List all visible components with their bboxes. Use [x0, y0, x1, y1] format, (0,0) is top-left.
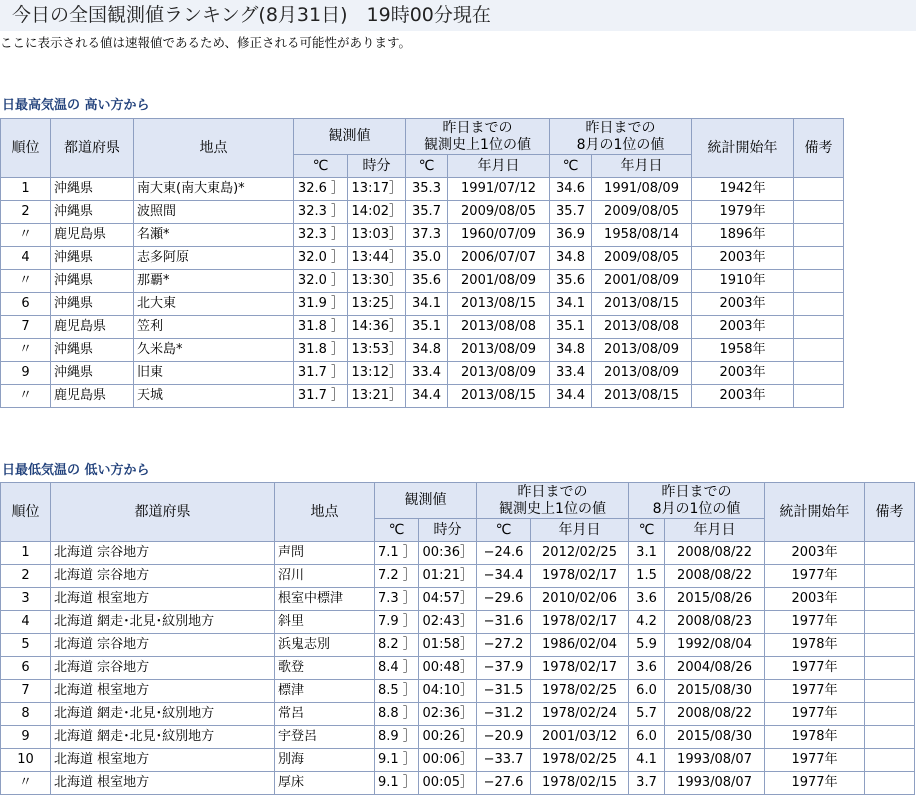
- observed-time-cell: 13:03］: [348, 224, 406, 247]
- record-temp-cell: −37.9: [477, 657, 531, 680]
- rank-cell: 10: [1, 749, 51, 772]
- prefecture-cell: 北海道 宗谷地方: [51, 634, 275, 657]
- start-year-cell: 2003年: [692, 316, 794, 339]
- table-header-row: [1, 119, 844, 155]
- month-temp-cell: 4.1: [629, 749, 665, 772]
- point-cell: 久米島*: [134, 339, 294, 362]
- observed-temp-cell: 7.1 ］: [375, 542, 419, 565]
- observed-temp-cell: 7.9 ］: [375, 611, 419, 634]
- header-record-date: 年月日: [448, 155, 550, 178]
- observed-time-cell: 13:44］: [348, 247, 406, 270]
- prefecture-cell: 北海道 宗谷地方: [51, 657, 275, 680]
- prefecture-cell: 北海道 網走･北見･紋別地方: [51, 611, 275, 634]
- rank-cell: 6: [1, 293, 51, 316]
- month-date-cell: 2013/08/15: [592, 293, 692, 316]
- month-date-cell: 2001/08/09: [592, 270, 692, 293]
- observed-temp-cell: 31.8 ］: [294, 316, 348, 339]
- month-date-cell: 2008/08/23: [665, 611, 765, 634]
- record-temp-cell: −29.6: [477, 588, 531, 611]
- month-date-cell: 2008/08/22: [665, 542, 765, 565]
- start-year-cell: 2003年: [692, 385, 794, 408]
- point-cell: 根室中標津: [275, 588, 375, 611]
- start-year-cell: 1977年: [765, 565, 865, 588]
- observed-time-cell: 02:36］: [419, 703, 477, 726]
- prefecture-cell: 沖縄県: [51, 293, 134, 316]
- start-year-cell: 1977年: [765, 749, 865, 772]
- point-cell: 名瀬*: [134, 224, 294, 247]
- table-header-row: [1, 483, 915, 519]
- observed-temp-cell: 32.0 ］: [294, 270, 348, 293]
- table-row: [1, 588, 915, 611]
- header-month-record: [629, 483, 765, 519]
- record-temp-cell: 35.1: [406, 316, 448, 339]
- table-row: [1, 634, 915, 657]
- record-date-cell: 2013/08/15: [448, 293, 550, 316]
- prefecture-cell: 沖縄県: [51, 201, 134, 224]
- rank-cell: 2: [1, 565, 51, 588]
- note-cell: [865, 772, 915, 795]
- table-row: [1, 201, 844, 224]
- observed-temp-cell: 32.6 ］: [294, 178, 348, 201]
- month-date-cell: 2008/08/22: [665, 703, 765, 726]
- month-temp-cell: 34.4: [550, 385, 592, 408]
- month-temp-cell: 6.0: [629, 726, 665, 749]
- table-row: [1, 362, 844, 385]
- header-month-line1: 昨日までの: [585, 119, 656, 136]
- observed-time-cell: 13:30］: [348, 270, 406, 293]
- month-date-cell: 1958/08/14: [592, 224, 692, 247]
- header-month-record: [550, 119, 692, 155]
- month-date-cell: 1993/08/07: [665, 772, 765, 795]
- record-date-cell: 2001/03/12: [531, 726, 629, 749]
- note-cell: [794, 385, 844, 408]
- table-row: [1, 611, 915, 634]
- record-date-cell: 1986/02/04: [531, 634, 629, 657]
- header-month-line1: 昨日までの: [661, 483, 732, 500]
- header-point: 地点: [275, 483, 375, 542]
- start-year-cell: 1978年: [765, 634, 865, 657]
- observed-time-cell: 00:26］: [419, 726, 477, 749]
- month-date-cell: 2009/08/05: [592, 247, 692, 270]
- month-date-cell: 1992/08/04: [665, 634, 765, 657]
- start-year-cell: 1978年: [765, 726, 865, 749]
- record-temp-cell: 35.6: [406, 270, 448, 293]
- header-month-date: 年月日: [665, 519, 765, 542]
- header-time: 時分: [419, 519, 477, 542]
- record-date-cell: 1991/07/12: [448, 178, 550, 201]
- header-month-date: 年月日: [592, 155, 692, 178]
- note-cell: [865, 565, 915, 588]
- observed-time-cell: 04:10］: [419, 680, 477, 703]
- rank-cell: 5: [1, 634, 51, 657]
- table-row: [1, 247, 844, 270]
- table-row: [1, 657, 915, 680]
- month-date-cell: 2015/08/30: [665, 726, 765, 749]
- month-temp-cell: 34.6: [550, 178, 592, 201]
- record-temp-cell: −31.6: [477, 611, 531, 634]
- header-record-line1: 昨日までの: [442, 119, 513, 136]
- prefecture-cell: 北海道 宗谷地方: [51, 565, 275, 588]
- record-temp-cell: −31.5: [477, 680, 531, 703]
- month-temp-cell: 35.7: [550, 201, 592, 224]
- table-row: [1, 385, 844, 408]
- prefecture-cell: 沖縄県: [51, 270, 134, 293]
- record-temp-cell: −27.6: [477, 772, 531, 795]
- observed-temp-cell: 32.3 ］: [294, 201, 348, 224]
- observed-temp-cell: 9.1 ］: [375, 772, 419, 795]
- observed-temp-cell: 31.7 ］: [294, 362, 348, 385]
- rank-cell: 1: [1, 178, 51, 201]
- title-bar: [0, 0, 916, 31]
- observed-time-cell: 00:36］: [419, 542, 477, 565]
- observed-temp-cell: 8.8 ］: [375, 703, 419, 726]
- table-row: [1, 703, 915, 726]
- prefecture-cell: 沖縄県: [51, 362, 134, 385]
- start-year-cell: 1977年: [765, 680, 865, 703]
- start-year-cell: 2003年: [692, 247, 794, 270]
- record-temp-cell: −31.2: [477, 703, 531, 726]
- start-year-cell: 2003年: [765, 542, 865, 565]
- prefecture-cell: 北海道 根室地方: [51, 588, 275, 611]
- header-note: 備考: [865, 483, 915, 542]
- start-year-cell: 1977年: [765, 657, 865, 680]
- prefecture-cell: 北海道 網走･北見･紋別地方: [51, 703, 275, 726]
- header-temp: ℃: [294, 155, 348, 178]
- month-temp-cell: 34.1: [550, 293, 592, 316]
- prefecture-cell: 鹿児島県: [51, 385, 134, 408]
- record-date-cell: 2006/07/07: [448, 247, 550, 270]
- record-date-cell: 1978/02/15: [531, 772, 629, 795]
- observed-temp-cell: 32.3 ］: [294, 224, 348, 247]
- header-month-line2: 8月の1位の値: [576, 136, 665, 153]
- note-cell: [865, 726, 915, 749]
- header-note: 備考: [794, 119, 844, 178]
- header-record-line2: 観測史上1位の値: [424, 136, 531, 153]
- record-temp-cell: −24.6: [477, 542, 531, 565]
- record-date-cell: 2001/08/09: [448, 270, 550, 293]
- month-date-cell: 2013/08/15: [592, 385, 692, 408]
- note-cell: [865, 542, 915, 565]
- note-cell: [794, 362, 844, 385]
- record-date-cell: 2009/08/05: [448, 201, 550, 224]
- month-temp-cell: 34.8: [550, 339, 592, 362]
- observed-temp-cell: 32.0 ］: [294, 247, 348, 270]
- observed-temp-cell: 31.8 ］: [294, 339, 348, 362]
- record-date-cell: 1978/02/17: [531, 611, 629, 634]
- page-title: 今日の全国観測値ランキング(8月31日) 19時00分現在: [12, 4, 491, 26]
- month-date-cell: 2015/08/26: [665, 588, 765, 611]
- rank-cell: 〃: [1, 772, 51, 795]
- month-date-cell: 2004/08/26: [665, 657, 765, 680]
- table-row: [1, 178, 844, 201]
- record-temp-cell: −34.4: [477, 565, 531, 588]
- month-date-cell: 2013/08/08: [592, 316, 692, 339]
- note-cell: [794, 224, 844, 247]
- record-temp-cell: 33.4: [406, 362, 448, 385]
- observed-time-cell: 13:21］: [348, 385, 406, 408]
- start-year-cell: 1958年: [692, 339, 794, 362]
- low-table-body: [1, 542, 915, 795]
- observed-temp-cell: 9.1 ］: [375, 749, 419, 772]
- note-cell: [794, 247, 844, 270]
- high-temperature-table: [0, 118, 844, 408]
- observed-time-cell: 00:06］: [419, 749, 477, 772]
- rank-cell: 6: [1, 657, 51, 680]
- point-cell: 天城: [134, 385, 294, 408]
- record-date-cell: 2013/08/15: [448, 385, 550, 408]
- table-row: [1, 542, 915, 565]
- header-month-temp: ℃: [629, 519, 665, 542]
- record-temp-cell: −33.7: [477, 749, 531, 772]
- table-row: [1, 749, 915, 772]
- record-date-cell: 2012/02/25: [531, 542, 629, 565]
- start-year-cell: 1942年: [692, 178, 794, 201]
- prefecture-cell: 北海道 根室地方: [51, 680, 275, 703]
- month-date-cell: 2009/08/05: [592, 201, 692, 224]
- rank-cell: 〃: [1, 385, 51, 408]
- point-cell: 浜鬼志別: [275, 634, 375, 657]
- rank-cell: 7: [1, 680, 51, 703]
- month-temp-cell: 4.2: [629, 611, 665, 634]
- point-cell: 標津: [275, 680, 375, 703]
- header-record-date: 年月日: [531, 519, 629, 542]
- table-row: [1, 293, 844, 316]
- point-cell: 沼川: [275, 565, 375, 588]
- note-cell: [865, 749, 915, 772]
- header-rank: 順位: [1, 483, 51, 542]
- observed-time-cell: 13:12］: [348, 362, 406, 385]
- rank-cell: 〃: [1, 270, 51, 293]
- month-date-cell: 2008/08/22: [665, 565, 765, 588]
- month-temp-cell: 35.6: [550, 270, 592, 293]
- record-date-cell: 1978/02/24: [531, 703, 629, 726]
- table-row: [1, 680, 915, 703]
- header-start-year: 統計開始年: [692, 119, 794, 178]
- start-year-cell: 1977年: [765, 703, 865, 726]
- header-record-line2: 観測史上1位の値: [499, 500, 606, 517]
- record-temp-cell: −27.2: [477, 634, 531, 657]
- start-year-cell: 1910年: [692, 270, 794, 293]
- header-record: [406, 119, 550, 155]
- month-temp-cell: 34.8: [550, 247, 592, 270]
- rank-cell: 8: [1, 703, 51, 726]
- start-year-cell: 1977年: [765, 772, 865, 795]
- month-temp-cell: 6.0: [629, 680, 665, 703]
- header-observed: 観測値: [375, 483, 477, 519]
- prefecture-cell: 沖縄県: [51, 339, 134, 362]
- record-date-cell: 1978/02/17: [531, 565, 629, 588]
- point-cell: 斜里: [275, 611, 375, 634]
- point-cell: 歌登: [275, 657, 375, 680]
- start-year-cell: 2003年: [692, 293, 794, 316]
- prefecture-cell: 沖縄県: [51, 247, 134, 270]
- rank-cell: 4: [1, 247, 51, 270]
- note-cell: [865, 703, 915, 726]
- record-date-cell: 1978/02/25: [531, 680, 629, 703]
- record-date-cell: 1960/07/09: [448, 224, 550, 247]
- month-date-cell: 1991/08/09: [592, 178, 692, 201]
- header-rank: 順位: [1, 119, 51, 178]
- rank-cell: 4: [1, 611, 51, 634]
- header-month-temp: ℃: [550, 155, 592, 178]
- record-date-cell: 2010/02/06: [531, 588, 629, 611]
- observed-temp-cell: 8.9 ］: [375, 726, 419, 749]
- note-cell: [865, 588, 915, 611]
- rank-cell: 〃: [1, 339, 51, 362]
- start-year-cell: 1896年: [692, 224, 794, 247]
- point-cell: 厚床: [275, 772, 375, 795]
- observed-temp-cell: 8.2 ］: [375, 634, 419, 657]
- prefecture-cell: 鹿児島県: [51, 224, 134, 247]
- month-temp-cell: 5.9: [629, 634, 665, 657]
- observed-time-cell: 00:05］: [419, 772, 477, 795]
- observed-temp-cell: 31.9 ］: [294, 293, 348, 316]
- table-row: [1, 270, 844, 293]
- record-temp-cell: 35.3: [406, 178, 448, 201]
- table-row: [1, 339, 844, 362]
- point-cell: 那覇*: [134, 270, 294, 293]
- start-year-cell: 2003年: [765, 588, 865, 611]
- month-temp-cell: 5.7: [629, 703, 665, 726]
- prefecture-cell: 鹿児島県: [51, 316, 134, 339]
- point-cell: 北大東: [134, 293, 294, 316]
- header-record-temp: ℃: [406, 155, 448, 178]
- record-date-cell: 2013/08/09: [448, 339, 550, 362]
- observed-time-cell: 04:57］: [419, 588, 477, 611]
- prefecture-cell: 北海道 網走･北見･紋別地方: [51, 726, 275, 749]
- rank-cell: 9: [1, 362, 51, 385]
- month-date-cell: 2013/08/09: [592, 339, 692, 362]
- header-temp: ℃: [375, 519, 419, 542]
- point-cell: 波照間: [134, 201, 294, 224]
- observed-time-cell: 14:36］: [348, 316, 406, 339]
- rank-cell: 3: [1, 588, 51, 611]
- note-cell: [865, 657, 915, 680]
- record-date-cell: 1978/02/25: [531, 749, 629, 772]
- point-cell: 声問: [275, 542, 375, 565]
- point-cell: 旧東: [134, 362, 294, 385]
- header-observed: 観測値: [294, 119, 406, 155]
- month-temp-cell: 35.1: [550, 316, 592, 339]
- low-temperature-table: [0, 482, 915, 795]
- month-temp-cell: 3.6: [629, 588, 665, 611]
- record-temp-cell: 34.1: [406, 293, 448, 316]
- observed-temp-cell: 8.5 ］: [375, 680, 419, 703]
- record-temp-cell: −20.9: [477, 726, 531, 749]
- high-section-title: 日最高気温の 高い方から: [2, 98, 150, 113]
- record-date-cell: 2013/08/08: [448, 316, 550, 339]
- header-point: 地点: [134, 119, 294, 178]
- observed-time-cell: 13:53］: [348, 339, 406, 362]
- month-temp-cell: 3.7: [629, 772, 665, 795]
- header-month-line2: 8月の1位の値: [652, 500, 741, 517]
- start-year-cell: 1979年: [692, 201, 794, 224]
- table-row: [1, 316, 844, 339]
- table-row: [1, 565, 915, 588]
- note-cell: [865, 611, 915, 634]
- record-date-cell: 2013/08/09: [448, 362, 550, 385]
- low-section-title: 日最低気温の 低い方から: [2, 463, 150, 478]
- header-record: [477, 483, 629, 519]
- observed-time-cell: 00:48］: [419, 657, 477, 680]
- month-date-cell: 2015/08/30: [665, 680, 765, 703]
- high-table-body: [1, 178, 844, 408]
- record-temp-cell: 35.0: [406, 247, 448, 270]
- observed-time-cell: 02:43］: [419, 611, 477, 634]
- note-cell: [865, 680, 915, 703]
- point-cell: 常呂: [275, 703, 375, 726]
- record-temp-cell: 34.4: [406, 385, 448, 408]
- prefecture-cell: 北海道 根室地方: [51, 772, 275, 795]
- record-date-cell: 1978/02/17: [531, 657, 629, 680]
- note-cell: [794, 293, 844, 316]
- prefecture-cell: 北海道 根室地方: [51, 749, 275, 772]
- header-time: 時分: [348, 155, 406, 178]
- note-cell: [794, 178, 844, 201]
- point-cell: 笠利: [134, 316, 294, 339]
- month-temp-cell: 3.6: [629, 657, 665, 680]
- month-date-cell: 2013/08/09: [592, 362, 692, 385]
- observed-time-cell: 01:21］: [419, 565, 477, 588]
- table-row: [1, 726, 915, 749]
- header-record-temp: ℃: [477, 519, 531, 542]
- point-cell: 南大東(南大東島)*: [134, 178, 294, 201]
- prefecture-cell: 沖縄県: [51, 178, 134, 201]
- start-year-cell: 2003年: [692, 362, 794, 385]
- header-start-year: 統計開始年: [765, 483, 865, 542]
- table-row: [1, 224, 844, 247]
- note-cell: [794, 201, 844, 224]
- record-temp-cell: 34.8: [406, 339, 448, 362]
- rank-cell: 1: [1, 542, 51, 565]
- table-row: [1, 772, 915, 795]
- start-year-cell: 1977年: [765, 611, 865, 634]
- observed-temp-cell: 8.4 ］: [375, 657, 419, 680]
- month-temp-cell: 36.9: [550, 224, 592, 247]
- preliminary-notice: ここに表示される値は速報値であるため、修正される可能性があります。: [0, 35, 412, 50]
- observed-temp-cell: 7.2 ］: [375, 565, 419, 588]
- note-cell: [865, 634, 915, 657]
- point-cell: 宇登呂: [275, 726, 375, 749]
- note-cell: [794, 339, 844, 362]
- note-cell: [794, 316, 844, 339]
- month-temp-cell: 3.1: [629, 542, 665, 565]
- month-date-cell: 1993/08/07: [665, 749, 765, 772]
- month-temp-cell: 1.5: [629, 565, 665, 588]
- observed-time-cell: 13:17］: [348, 178, 406, 201]
- rank-cell: 2: [1, 201, 51, 224]
- record-temp-cell: 37.3: [406, 224, 448, 247]
- observed-temp-cell: 31.7 ］: [294, 385, 348, 408]
- observed-time-cell: 13:25］: [348, 293, 406, 316]
- point-cell: 志多阿原: [134, 247, 294, 270]
- header-prefecture: 都道府県: [51, 119, 134, 178]
- rank-cell: 9: [1, 726, 51, 749]
- point-cell: 別海: [275, 749, 375, 772]
- note-cell: [794, 270, 844, 293]
- header-record-line1: 昨日までの: [517, 483, 588, 500]
- prefecture-cell: 北海道 宗谷地方: [51, 542, 275, 565]
- month-temp-cell: 33.4: [550, 362, 592, 385]
- record-temp-cell: 35.7: [406, 201, 448, 224]
- observed-time-cell: 14:02］: [348, 201, 406, 224]
- header-prefecture: 都道府県: [51, 483, 275, 542]
- observed-temp-cell: 7.3 ］: [375, 588, 419, 611]
- observed-time-cell: 01:58］: [419, 634, 477, 657]
- rank-cell: 7: [1, 316, 51, 339]
- rank-cell: 〃: [1, 224, 51, 247]
